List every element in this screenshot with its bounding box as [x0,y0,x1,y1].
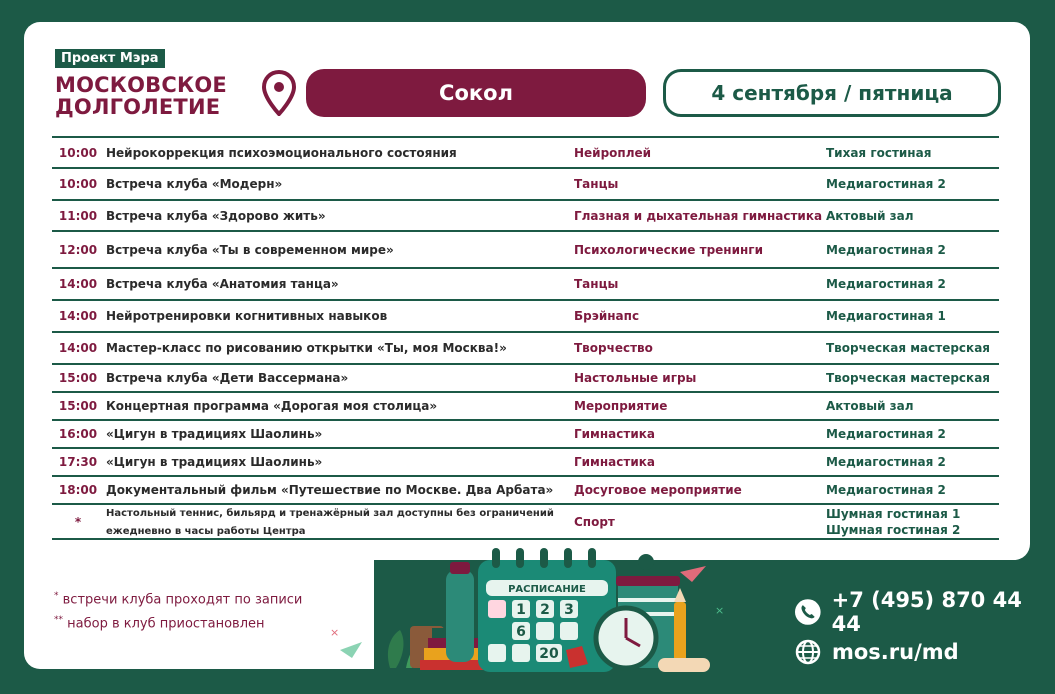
row-place: Творческая мастерская [826,341,990,355]
row-time: 12:00 [58,242,98,257]
row-category: Психологические тренинги [574,242,763,257]
row-place-line-1: Шумная гостиная 1 [826,506,961,521]
row-category: Настольные игры [574,371,697,385]
row-place: Медиагостиная 2 [826,427,946,441]
table-row [52,301,999,333]
brand-line-1: МОСКОВСКОЕ [55,73,227,97]
row-time: 17:30 [58,455,98,469]
footnote-2 [54,610,302,634]
table-row [52,269,999,301]
row-place: Творческая мастерская [826,371,990,385]
row-category: Брэйнапс [574,309,640,323]
table-row [52,477,999,505]
row-time: 10:00 [58,177,98,191]
row-title: Концертная программа «Дорогая моя столица» [106,399,438,413]
row-category: Гимнастика [574,427,655,441]
project-badge: Проект Мэра [55,49,165,68]
row-category: Творчество [574,341,653,355]
row-title: Встреча клуба «Дети Вассермана» [106,371,349,385]
schedule-illustration [320,540,740,680]
calendar-title: РАСПИСАНИЕ [508,584,586,595]
sparkle-icon: × [715,604,725,617]
row-title: Встреча клуба «Модерн» [106,177,283,191]
row-time: 18:00 [58,483,98,497]
row-title-line-2: ежедневно в часы работы Центра [106,525,306,537]
brand-line-2: ДОЛГОЛЕТИЕ [55,95,221,119]
table-row [52,138,999,169]
row-place: Медиагостиная 2 [826,242,946,257]
plant-icon [388,630,404,668]
pencil-icon [674,602,686,662]
paper-plane-icon [680,566,706,582]
website-contact[interactable] [794,632,1055,672]
footnote-1-text: встречи клуба проходят по записи [62,592,303,608]
district-name: Сокол [306,69,646,117]
table-row [52,201,999,232]
footnote-2-mark: ** [54,615,63,626]
calendar-number: 1 [516,602,526,618]
row-title: Встреча клуба «Ты в современном мире» [106,242,394,257]
calendar-number: 2 [540,602,550,618]
row-category: Танцы [574,277,619,291]
row-title: Документальный фильм «Путешествие по Москве. Два Арбата» [106,483,554,497]
table-row [52,169,999,201]
footnote-1-mark: * [54,591,59,601]
paper-plane-icon [340,642,362,658]
phone-number: +7 (495) 870 44 44 [831,588,1022,636]
phone-icon [794,598,822,626]
row-time: 16:00 [58,427,98,441]
row-title: Нейрокоррекция психоэмоционального состояния [106,145,457,160]
row-place-line-2: Шумная гостиная 2 [826,522,961,537]
row-title [104,504,574,540]
row-category: Досуговое мероприятие [574,483,742,497]
row-time: * [74,514,82,529]
row-place: Тихая гостиная [826,145,932,160]
calendar-number: 20 [539,646,559,662]
row-category: Спорт [574,514,615,529]
calendar-number: 3 [564,602,574,618]
bottle [446,570,474,662]
table-row [52,393,999,421]
row-title: «Цигун в традициях Шаолинь» [106,455,323,469]
row-place: Медиагостиная 2 [826,277,946,291]
row-time: 14:00 [58,277,98,291]
schedule-table [52,136,999,540]
footnote-2-text: набор в клуб приостановлен [67,616,265,632]
row-title: Мастер-класс по рисованию открытки «Ты, моя Москва!» [106,341,507,355]
row-place [826,506,999,538]
row-time: 15:00 [58,399,98,413]
row-place: Медиагостиная 2 [826,455,946,469]
row-title: Нейротренировки когнитивных навыков [106,309,388,323]
footnotes [54,586,302,635]
sparkle-icon: × [330,626,340,639]
row-time: 11:00 [58,208,98,223]
website-url: mos.ru/md [832,640,959,664]
row-place: Медиагостиная 1 [826,309,946,323]
location-pin-icon [262,70,296,116]
table-row [52,333,999,365]
table-row [52,232,999,269]
table-row-sport [52,505,999,540]
row-title: Встреча клуба «Анатомия танца» [106,277,339,291]
row-title: «Цигун в традициях Шаолинь» [106,427,323,441]
row-category: Мероприятие [574,399,668,413]
table-row [52,421,999,449]
row-place: Актовый зал [826,399,914,413]
row-category: Гимнастика [574,455,655,469]
row-category: Глазная и дыхательная гимнастика [574,208,823,223]
phone-contact[interactable] [794,588,1055,636]
table-row [52,365,999,393]
row-category: Нейроплей [574,145,652,160]
brand-logo [55,74,227,118]
row-time: 15:00 [58,371,98,385]
event-date: 4 сентября / пятница [663,69,1001,117]
calendar-number: 6 [516,624,526,640]
row-category: Танцы [574,177,619,191]
row-place: Актовый зал [826,208,914,223]
row-time: 10:00 [58,145,98,160]
globe-icon [794,638,822,666]
contacts [794,588,1055,672]
row-place: Медиагостиная 2 [826,483,946,497]
globe-toy [638,554,654,570]
footnote-1 [54,586,302,610]
row-place: Медиагостиная 2 [826,177,946,191]
row-title: Встреча клуба «Здорово жить» [106,208,326,223]
eraser [658,658,710,672]
row-time: 14:00 [58,309,98,323]
row-time: 14:00 [58,341,98,355]
row-title-line-1: Настольный теннис, бильярд и тренажёрный зал доступны без ограничений [106,507,554,519]
table-row [52,449,999,477]
